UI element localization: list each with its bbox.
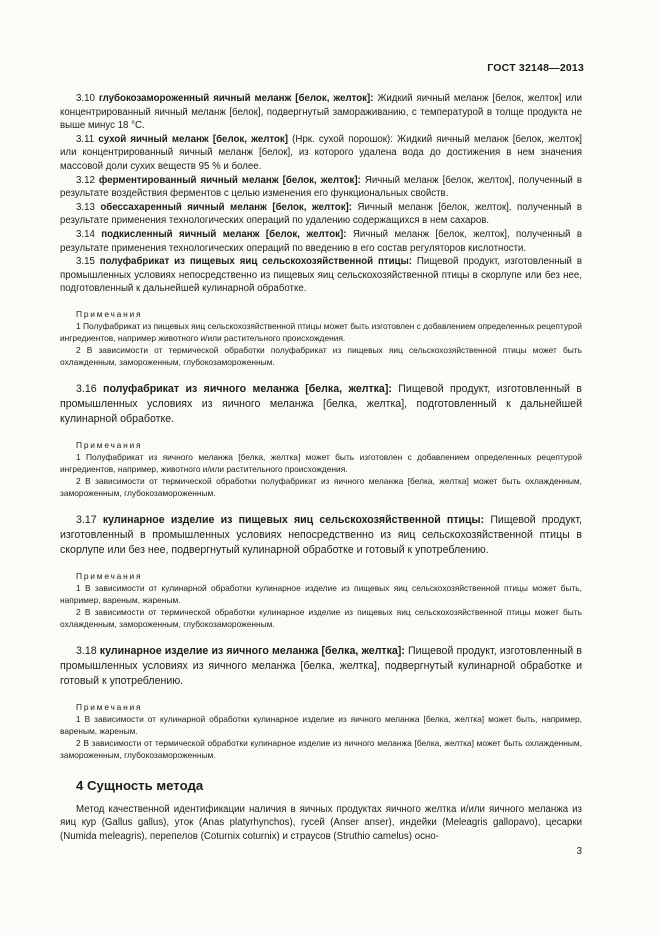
definition-3-17: 3.17 кулинарное изделие из пищевых яиц сельскохозяйственной птицы: Пищевой продукт, изготовленный в промышленных условиях непосредственно из яиц сельскохозяйственной птицы в скорлупе или без нее, подвергнутый кулинарной обработке и готовый к употреблению. bbox=[60, 513, 582, 556]
note-item: 2 В зависимости от термической обработки кулинарное изделие из яичного меланжа [белка, желтка] может быть охлажденным, замороженным, глубокозамороженным. bbox=[60, 737, 582, 760]
note-item: 1 Полуфабрикат из яичного меланжа [белка, желтка] может быть изготовлен с добавлением определенных рецептурой ингредиентов, например, животного и/или растительного происхождения. bbox=[60, 451, 582, 474]
notes-3-17 bbox=[60, 570, 582, 630]
section-4-paragraph: Метод качественной идентификации наличия в яичных продуктах яичного желтка и/или яичного меланжа из яиц кур (Gallus gallus), уток (Anas platyrhynchos), гусей (Anser anser), индейки (Meleagris gallopavo), цесарки (Numida meleagris), перепелов (Coturnix coturnix) и страусов (Struthio camelus) осно- bbox=[60, 803, 582, 842]
notes-3-16 bbox=[60, 439, 582, 499]
notes-heading: Примечания bbox=[76, 439, 143, 450]
definition-3-15: 3.15 полуфабрикат из пищевых яиц сельскохозяйственной птицы: Пищевой продукт, изготовленный в промышленных условиях непосредственно из пищевых яиц сельскохозяйственной птицы в скорлупе или без нее, подготовленный к дальнейшей кулинарной обработке. bbox=[60, 256, 582, 295]
document-header-title: ГОСТ 32148—2013 bbox=[487, 62, 584, 74]
definition-3-11: 3.11 сухой яичный меланж [белок, желток] (Нрк. сухой порошок): Жидкий яичный меланж [белок, желток] или концентрированный яичный меланж [белок], из которого удалена вода до достижения в нем значения массовой доли сухих веществ 95 % и более. bbox=[60, 133, 582, 172]
notes-heading: Примечания bbox=[76, 308, 143, 319]
note-item: 1 Полуфабрикат из пищевых яиц сельскохозяйственной птицы может быть изготовлен с добавлением определенных рецептурой ингредиентов, например животного и/или растительного происхождения. bbox=[60, 320, 582, 343]
note-item: 2 В зависимости от термической обработки полуфабрикат из пищевых яиц сельскохозяйственной птицы может быть охлажденным, замороженным, глубокозамороженным. bbox=[60, 344, 582, 367]
page-number: 3 bbox=[576, 846, 582, 857]
definition-3-14: 3.14 подкисленный яичный меланж [белок, желток]: Яичный меланж [белок, желток], полученный в результате применения технологических операций по введению в его состав регуляторов кислотности. bbox=[60, 228, 583, 254]
note-item: 1 В зависимости от кулинарной обработки кулинарное изделие из яичного меланжа [белка, желтка] может быть, например, вареным, жареным. bbox=[60, 713, 582, 736]
notes-heading: Примечания bbox=[76, 570, 143, 581]
definition-3-12: 3.12 ферментированный яичный меланж [белок, желток]: Яичный меланж [белок, желток], полученный в результате воздействия ферментов с целью изменения его функциональных свойств. bbox=[60, 174, 582, 200]
note-item: 1 В зависимости от кулинарной обработки кулинарное изделие из пищевых яиц сельскохозяйственной птицы может быть, например, вареным, жареным. bbox=[60, 582, 582, 605]
note-item: 2 В зависимости от термической обработки кулинарное изделие из пищевых яиц сельскохозяйственной птицы может быть охлажденным, замороженным, глубокозамороженным. bbox=[60, 606, 582, 629]
section-4-heading: 4 Сущность метода bbox=[76, 777, 204, 793]
notes-3-18 bbox=[60, 701, 582, 761]
notes-heading: Примечания bbox=[76, 701, 143, 712]
definition-3-10: 3.10 глубокозамороженный яичный меланж [белок, желток]: Жидкий яичный меланж [белок, желток] или концентрированный яичный меланж [белок], подвергнутый замораживанию, с температурой в толще продукта не выше минус 18 °C. bbox=[60, 93, 583, 132]
page-content bbox=[60, 92, 582, 843]
notes-3-15 bbox=[60, 308, 582, 368]
definition-3-18: 3.18 кулинарное изделие из яичного меланжа [белка, желтка]: Пищевой продукт, изготовленный в промышленных условиях из яичного меланжа [белка, желтка], подвергнутый кулинарной обработке и готовый к употреблению. bbox=[60, 644, 582, 687]
definition-3-16: 3.16 полуфабрикат из яичного меланжа [белка, желтка]: Пищевой продукт, изготовленный в промышленных условиях из яичного меланжа [белка, желтка], подготовленный к дальнейшей кулинарной обработке. bbox=[60, 382, 583, 425]
note-item: 2 В зависимости от термической обработки полуфабрикат из яичного меланжа [белка, желтка] может быть охлажденным, замороженным, глубокозамороженным. bbox=[60, 475, 582, 498]
definition-3-13: 3.13 обессахаренный яичный меланж [белок, желток]: Яичный меланж [белок, желток], полученный в результате применения технологических операций по удалению содержащихся в нем сахаров. bbox=[60, 201, 583, 227]
